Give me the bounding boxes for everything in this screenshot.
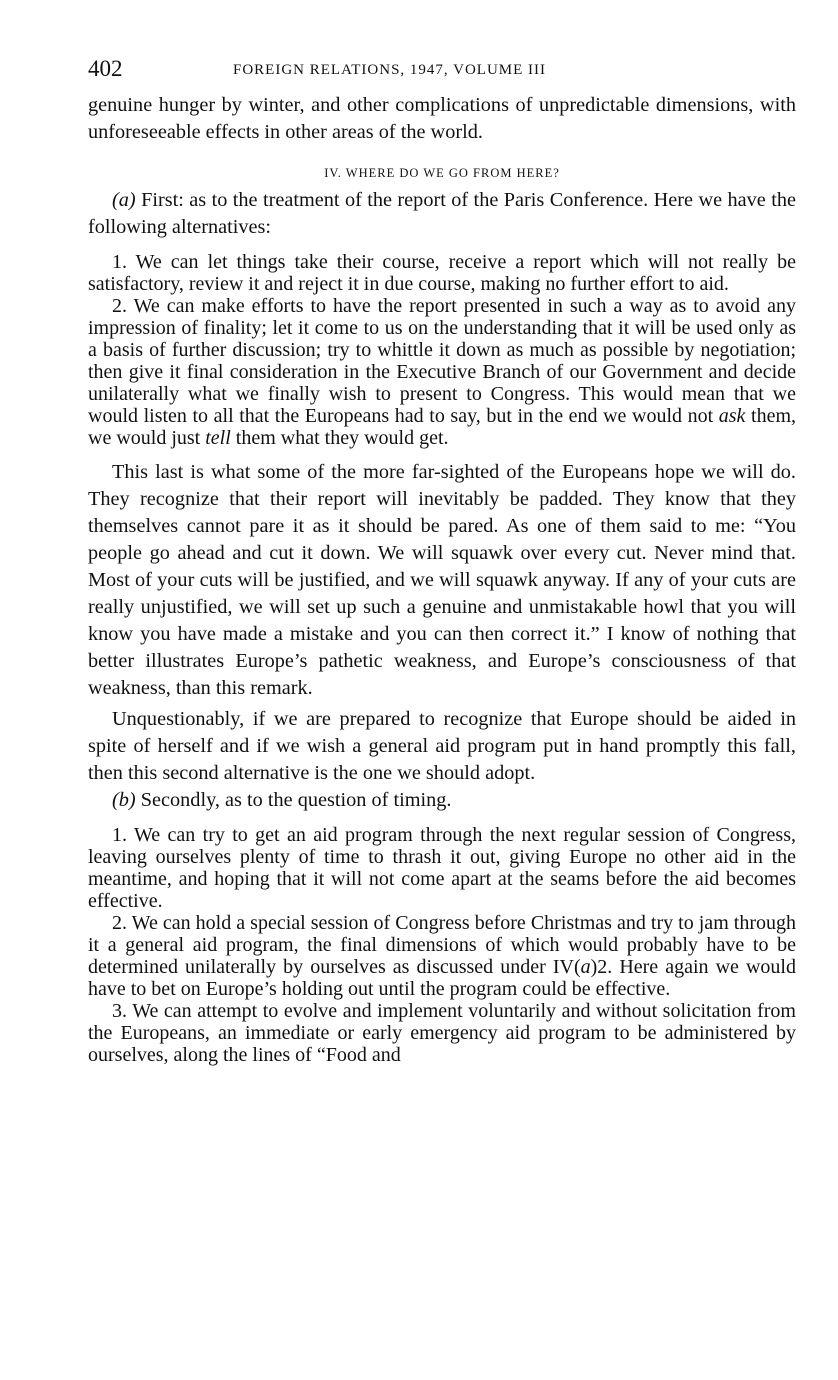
label-b: (b): [112, 789, 136, 811]
timing-option-2-text-1: 2. We can hold a special session of Congress before Christmas and try to jam through it a general aid program, the final dimensions of which would probably have to be determined unilaterally by ourselves as discussed under IV(: [88, 912, 796, 978]
paragraph-a: [88, 187, 796, 241]
alternative-2: [88, 295, 796, 449]
timing-option-2-text-2: )2. Here again we would have to bet on Europe’s holding out until the program could be effective.: [88, 956, 796, 1000]
running-title: FOREIGN RELATIONS, 1947, VOLUME III: [233, 62, 547, 78]
tell-emphasis: tell: [205, 427, 231, 449]
section-heading: IV. WHERE DO WE GO FROM HERE?: [324, 166, 560, 180]
alternative-2-text-1: 2. We can make efforts to have the report presented in such a way as to avoid any impression of finality; let it come to us on the understanding that it will be used only as a basis of further discussion; try to whittle it down as much as possible by negotiation; then give it final consideration in the Executive Branch of our Government and decide unilaterally what we finally wish to present to Congress. This would mean that we would listen to all that the Europeans had to say, but in the end we would not: [88, 295, 796, 427]
document-page: [88, 52, 796, 1066]
timing-option-2: [88, 912, 796, 1000]
paragraph-b-text: Secondly, as to the question of timing.: [140, 789, 452, 811]
alternative-2-text-3: them what they would get.: [235, 427, 449, 449]
timing-option-3: 3. We can attempt to evolve and implement voluntarily and without solicitation from the Europeans, an immediate or early emergency aid program to be administered by ourselves, along the lines of “Food and: [88, 1000, 796, 1066]
paragraph-b: [88, 787, 796, 814]
intro-paragraph: genuine hunger by winter, and other complications of unpredictable dimensions, with unforeseeable effects in other areas of the world.: [88, 94, 796, 143]
ask-emphasis: ask: [718, 405, 746, 427]
reference-a: a: [580, 956, 591, 978]
paragraph-a-text: First: as to the treatment of the report of the Paris Conference. Here we have the following alternatives:: [88, 189, 796, 238]
label-a: (a): [112, 189, 136, 211]
europeans-paragraph: This last is what some of the more far-sighted of the Europeans hope we will do. They recognize that their report will inevitably be padded. They know that they themselves cannot pare it as it should be pared. As one of them said to me: “You people go ahead and cut it down. We will squawk over every cut. Never mind that. Most of your cuts will be justified, and we will squawk anyway. If any of your cuts are really unjustified, we will set up such a genuine and unmistakable howl that you will know you have made a mistake and you can then correct it.” I know of nothing that better illustrates Europe’s pathetic weakness, and Europe’s consciousness of that weakness, than this remark.: [88, 461, 796, 699]
unquestionably-paragraph: Unquestionably, if we are prepared to recognize that Europe should be aided in spite of herself and if we wish a general aid program put in hand promptly this fall, then this second alternative is the one we should adopt.: [88, 708, 796, 784]
timing-option-1: 1. We can try to get an aid program through the next regular session of Congress, leaving ourselves plenty of time to thrash it out, giving Europe no other aid in the meantime, and hoping that it will not come apart at the seams before the aid becomes effective.: [88, 824, 796, 912]
alternative-1: 1. We can let things take their course, receive a report which will not really be satisfactory, review it and reject it in due course, making no further effort to aid.: [88, 251, 796, 295]
alternative-2-text-2: them, we would just: [88, 405, 797, 449]
page-number: 402: [88, 56, 123, 81]
running-head: [88, 52, 796, 88]
